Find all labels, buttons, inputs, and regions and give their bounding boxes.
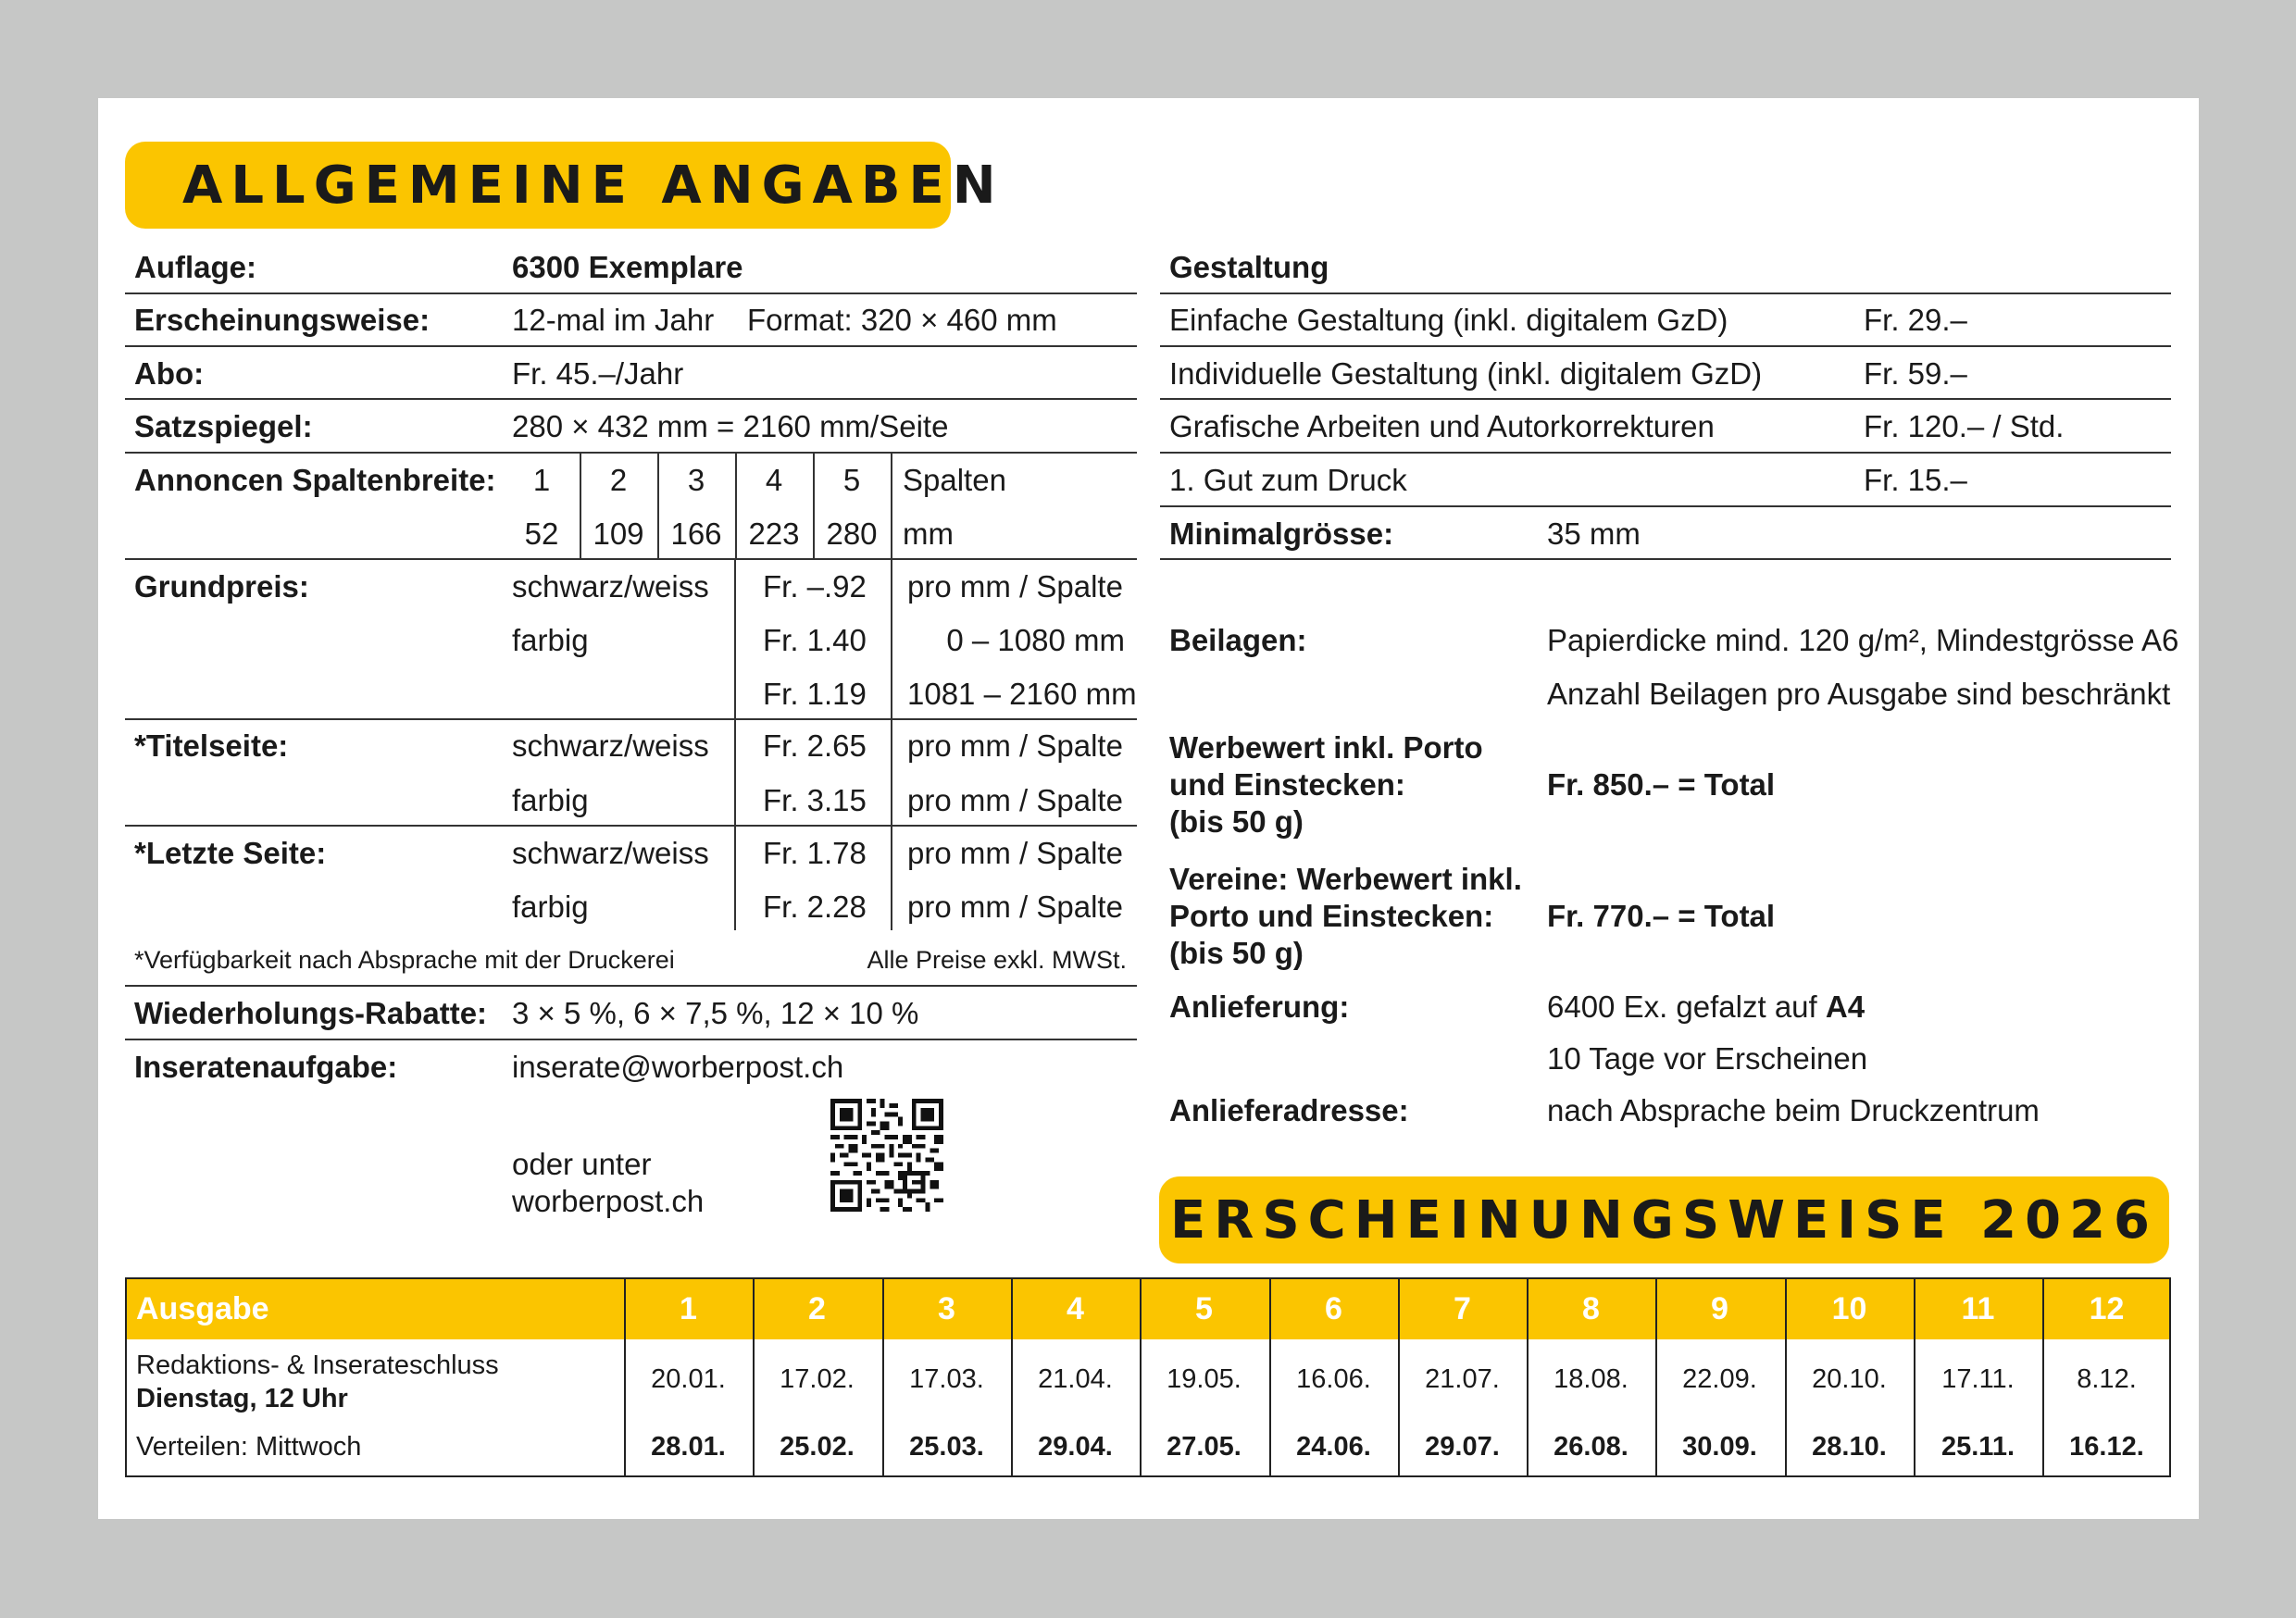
spalten-width: 109 bbox=[593, 517, 644, 551]
divider bbox=[125, 985, 1137, 987]
beilagen-value1: Papierdicke mind. 120 g/m², Mindestgrösse A6 bbox=[1547, 623, 2179, 657]
grund-sw-price: Fr. –.92 bbox=[763, 569, 867, 604]
schedule-distribution-date: 24.06. bbox=[1296, 1432, 1371, 1462]
werbewert-label-3: (bis 50 g) bbox=[1169, 804, 1304, 839]
spalten-word: Spalten bbox=[903, 463, 1006, 497]
schedule-issue-number: 4 bbox=[1067, 1291, 1084, 1326]
divider bbox=[125, 292, 1137, 294]
letzte-sw-price: Fr. 1.78 bbox=[763, 836, 867, 870]
minimal-value: 35 mm bbox=[1547, 517, 1641, 551]
schedule-issue-number: 5 bbox=[1195, 1291, 1213, 1326]
format-value: Format: 320 × 460 mm bbox=[747, 303, 1057, 337]
werbewert-label-2: und Einstecken: bbox=[1169, 767, 1405, 802]
letzte-farbig: farbig bbox=[512, 890, 589, 924]
availability-note: *Verfügbarkeit nach Absprache mit der Druckerei bbox=[134, 946, 675, 974]
spalten-unit: mm bbox=[903, 517, 954, 551]
design-row-label: Einfache Gestaltung (inkl. digitalem GzD) bbox=[1169, 303, 1728, 337]
divider bbox=[125, 558, 1137, 560]
adresse-label: Anlieferadresse: bbox=[1169, 1093, 1409, 1127]
rabatt-label: Wiederholungs-Rabatte: bbox=[134, 996, 488, 1030]
schedule-deadline-date: 20.10. bbox=[1812, 1364, 1887, 1394]
design-row-price: Fr. 29.– bbox=[1864, 303, 1967, 337]
divider bbox=[1160, 505, 2171, 507]
titel-sw-price: Fr. 2.65 bbox=[763, 728, 867, 763]
grund-farbig-price2: Fr. 1.19 bbox=[763, 677, 867, 711]
schedule-issue-number: 3 bbox=[938, 1291, 955, 1326]
werbewert-value: Fr. 850.– = Total bbox=[1547, 767, 1776, 802]
divider bbox=[125, 1039, 1137, 1040]
schedule-row2-label: Verteilen: Mittwoch bbox=[136, 1432, 362, 1462]
schedule-row1-label2: Dienstag, 12 Uhr bbox=[136, 1384, 348, 1413]
schedule-header-label: Ausgabe bbox=[136, 1291, 269, 1326]
anlieferung-text: 6400 Ex. gefalzt auf bbox=[1547, 989, 1817, 1024]
letzte-sw: schwarz/weiss bbox=[512, 836, 709, 870]
schedule-issue-number: 8 bbox=[1582, 1291, 1600, 1326]
design-row-price: Fr. 120.– / Std. bbox=[1864, 409, 2065, 443]
schedule-deadline-date: 21.07. bbox=[1425, 1364, 1500, 1394]
divider bbox=[1160, 292, 2171, 294]
grund-farbig: farbig bbox=[512, 623, 589, 657]
spalten-width: 52 bbox=[524, 517, 559, 551]
inserat-label: Inseratenaufgabe: bbox=[134, 1050, 398, 1084]
divider bbox=[1160, 345, 2171, 347]
satz-label: Satzspiegel: bbox=[134, 409, 313, 443]
adresse-value: nach Absprache beim Druckzentrum bbox=[1547, 1093, 2040, 1127]
divider bbox=[1160, 452, 2171, 454]
auflage-value: 6300 Exemplare bbox=[512, 250, 743, 284]
letzte-sw-unit: pro mm / Spalte bbox=[907, 836, 1123, 870]
grund-farbig-range2: 1081 – 2160 mm bbox=[907, 677, 1137, 711]
anlieferung-format: A4 bbox=[1825, 989, 1866, 1024]
schedule-issue-number: 12 bbox=[2089, 1291, 2125, 1326]
divider bbox=[891, 454, 892, 558]
divider bbox=[1160, 398, 2171, 400]
spalten-number: 3 bbox=[687, 463, 705, 497]
schedule-distribution-date: 25.02. bbox=[780, 1432, 855, 1462]
anlieferung-value1 bbox=[1547, 989, 1865, 1026]
title-general: ALLGEMEINE ANGABEN bbox=[125, 142, 951, 229]
spalten-number: 5 bbox=[842, 463, 861, 497]
grund-farbig-price1: Fr. 1.40 bbox=[763, 623, 867, 657]
spalten-label: Annoncen Spaltenbreite: bbox=[134, 463, 496, 497]
divider bbox=[891, 560, 892, 930]
schedule-issue-number: 2 bbox=[808, 1291, 826, 1326]
schedule-deadline-date: 20.01. bbox=[651, 1364, 726, 1394]
divider bbox=[1160, 558, 2171, 560]
schedule-distribution-date: 30.09. bbox=[1682, 1432, 1757, 1462]
schedule-distribution-date: 28.10. bbox=[1812, 1432, 1887, 1462]
werbewert-label-1: Werbewert inkl. Porto bbox=[1169, 730, 1483, 765]
schedule-deadline-date: 17.03. bbox=[909, 1364, 984, 1394]
vereine-label-2: Porto und Einstecken: bbox=[1169, 899, 1494, 933]
divider bbox=[125, 452, 1137, 454]
schedule-deadline-date: 17.02. bbox=[780, 1364, 855, 1394]
beilagen-value2: Anzahl Beilagen pro Ausgabe sind beschränkt bbox=[1547, 677, 2171, 711]
titel-sw-unit: pro mm / Spalte bbox=[907, 728, 1123, 763]
divider bbox=[735, 454, 737, 558]
titel-label: *Titelseite: bbox=[134, 728, 289, 763]
spalten-number: 2 bbox=[609, 463, 628, 497]
schedule-deadline-date: 17.11. bbox=[1941, 1364, 2015, 1394]
letzte-farbig-price: Fr. 2.28 bbox=[763, 890, 867, 924]
erscheinung-label: Erscheinungsweise: bbox=[134, 303, 430, 337]
schedule-distribution-date: 28.01. bbox=[651, 1432, 726, 1462]
spalten-width: 223 bbox=[748, 517, 800, 551]
schedule-issue-number: 6 bbox=[1325, 1291, 1342, 1326]
qr-code-icon[interactable] bbox=[830, 1099, 943, 1212]
schedule-deadline-date: 16.06. bbox=[1296, 1364, 1371, 1394]
divider bbox=[125, 825, 1137, 827]
titel-farbig-price: Fr. 3.15 bbox=[763, 783, 867, 817]
schedule-deadline-date: 21.04. bbox=[1038, 1364, 1113, 1394]
schedule-issue-number: 10 bbox=[1831, 1291, 1867, 1326]
schedule-distribution-date: 27.05. bbox=[1167, 1432, 1242, 1462]
divider bbox=[125, 718, 1137, 720]
spalten-width: 280 bbox=[826, 517, 878, 551]
vereine-label-3: (bis 50 g) bbox=[1169, 936, 1304, 970]
schedule-deadline-date: 8.12. bbox=[2077, 1364, 2137, 1394]
spalten-number: 4 bbox=[765, 463, 783, 497]
spalten-number: 1 bbox=[532, 463, 551, 497]
vat-note: Alle Preise exkl. MWSt. bbox=[867, 946, 1127, 974]
grund-sw-unit: pro mm / Spalte bbox=[907, 569, 1123, 604]
design-row-price: Fr. 15.– bbox=[1864, 463, 1967, 497]
abo-label: Abo: bbox=[134, 356, 205, 391]
design-row-label: Grafische Arbeiten und Autorkorrekturen bbox=[1169, 409, 1715, 443]
schedule-distribution-date: 29.07. bbox=[1425, 1432, 1500, 1462]
letzte-farbig-unit: pro mm / Spalte bbox=[907, 890, 1123, 924]
erscheinung-value: 12-mal im Jahr bbox=[512, 303, 715, 337]
rabatt-value: 3 × 5 %, 6 × 7,5 %, 12 × 10 % bbox=[512, 996, 919, 1030]
spalten-width: 166 bbox=[670, 517, 722, 551]
design-row-label: 1. Gut zum Druck bbox=[1169, 463, 1407, 497]
satz-value: 280 × 432 mm = 2160 mm/Seite bbox=[512, 409, 949, 443]
divider bbox=[734, 560, 736, 930]
inserat-web[interactable]: worberpost.ch bbox=[512, 1184, 705, 1218]
schedule-distribution-date: 29.04. bbox=[1038, 1432, 1113, 1462]
schedule-deadline-date: 18.08. bbox=[1554, 1364, 1628, 1394]
schedule-issue-number: 11 bbox=[1961, 1291, 1995, 1326]
vereine-value: Fr. 770.– = Total bbox=[1547, 899, 1776, 933]
titel-farbig-unit: pro mm / Spalte bbox=[907, 783, 1123, 817]
schedule-table bbox=[125, 1277, 2171, 1477]
divider bbox=[580, 454, 581, 558]
anlieferung-value2: 10 Tage vor Erscheinen bbox=[1547, 1041, 1868, 1076]
divider bbox=[813, 454, 815, 558]
schedule-row1-label1: Redaktions- & Inserateschluss bbox=[136, 1350, 499, 1380]
design-row-label: Individuelle Gestaltung (inkl. digitalem GzD) bbox=[1169, 356, 1763, 391]
divider bbox=[125, 345, 1137, 347]
title-schedule: ERSCHEINUNGSWEISE 2026 bbox=[1159, 1176, 2169, 1263]
schedule-issue-number: 1 bbox=[680, 1291, 697, 1326]
design-row-price: Fr. 59.– bbox=[1864, 356, 1967, 391]
grund-farbig-range1: 0 – 1080 mm bbox=[946, 623, 1125, 657]
schedule-distribution-date: 16.12. bbox=[2069, 1432, 2144, 1462]
schedule-deadline-date: 22.09. bbox=[1682, 1364, 1757, 1394]
inserat-oder: oder unter bbox=[512, 1147, 652, 1181]
anlieferung-label: Anlieferung: bbox=[1169, 989, 1350, 1024]
abo-value: Fr. 45.–/Jahr bbox=[512, 356, 684, 391]
schedule-distribution-date: 26.08. bbox=[1554, 1432, 1628, 1462]
schedule-issue-number: 7 bbox=[1454, 1291, 1471, 1326]
titel-sw: schwarz/weiss bbox=[512, 728, 709, 763]
letzte-label: *Letzte Seite: bbox=[134, 836, 327, 870]
minimal-label: Minimalgrösse: bbox=[1169, 517, 1394, 551]
beilagen-label: Beilagen: bbox=[1169, 623, 1307, 657]
design-heading: Gestaltung bbox=[1169, 250, 1329, 284]
schedule-distribution-date: 25.11. bbox=[1940, 1432, 2015, 1462]
grund-label: Grundpreis: bbox=[134, 569, 309, 604]
divider bbox=[125, 398, 1137, 400]
inserat-email[interactable]: inserate@worberpost.ch bbox=[512, 1050, 844, 1084]
schedule-distribution-date: 25.03. bbox=[909, 1432, 984, 1462]
titel-farbig: farbig bbox=[512, 783, 589, 817]
schedule-issue-number: 9 bbox=[1711, 1291, 1728, 1326]
auflage-label: Auflage: bbox=[134, 250, 256, 284]
schedule-deadline-date: 19.05. bbox=[1167, 1364, 1242, 1394]
divider bbox=[657, 454, 659, 558]
grund-sw: schwarz/weiss bbox=[512, 569, 709, 604]
vereine-label-1: Vereine: Werbewert inkl. bbox=[1169, 862, 1522, 896]
